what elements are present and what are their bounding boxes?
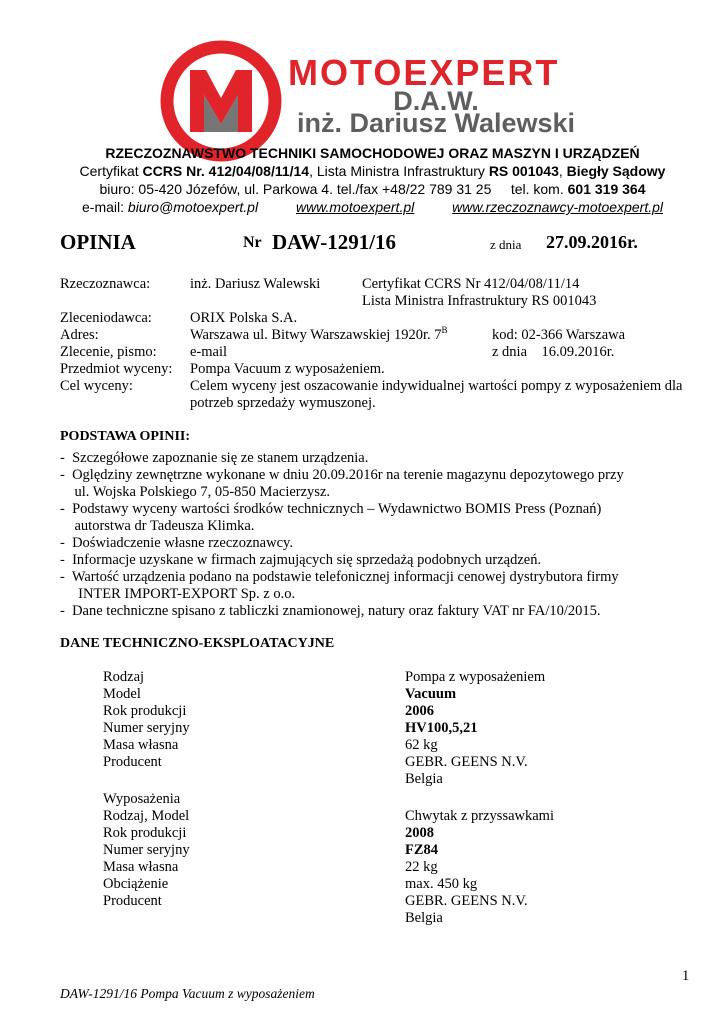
basis-item: - Informacje uzyskane w firmach zajmujących się sprzedażą podobnych urządzeń. bbox=[60, 552, 542, 568]
certificate-line-2: Lista Ministra Infrastruktury RS 001043 bbox=[362, 293, 597, 309]
spec-value: 62 kg bbox=[405, 737, 438, 753]
spec-value: Belgia bbox=[405, 910, 443, 926]
spec-label: Numer seryjny bbox=[103, 720, 190, 736]
basis-item: - Dane techniczne spisano z tabliczki znamionowej, natury oraz faktury VAT nr FA/10/2015. bbox=[60, 603, 601, 619]
spec-label: Model bbox=[103, 686, 141, 702]
document-date: 27.09.2016r. bbox=[546, 232, 638, 252]
document-title: OPINIA bbox=[60, 230, 136, 254]
order-date: z dnia 16.09.2016r. bbox=[492, 344, 615, 360]
brand-name: MOTOEXPERT bbox=[288, 52, 560, 93]
spec-value: HV100,5,21 bbox=[405, 720, 478, 736]
subject-value: Pompa Vacuum z wyposażeniem. bbox=[190, 361, 385, 377]
basis-item: - Wartość urządzenia podano na podstawie telefonicznej informacji cenowej dystrybutora firmy bbox=[60, 569, 619, 585]
brand-subtitle: D.A.W. bbox=[393, 86, 479, 116]
spec-label: Masa własna bbox=[103, 737, 179, 753]
email-link[interactable]: biuro@motoexpert.pl bbox=[127, 199, 259, 215]
basis-heading: PODSTAWA OPINII: bbox=[60, 429, 191, 444]
header-line-2: Certyfikat CCRS Nr. 412/04/08/11/14, Lista Ministra Infrastruktury RS 001043, Biegły Sądowy bbox=[79, 163, 666, 179]
spec-label: Numer seryjny bbox=[103, 842, 190, 858]
address-label: Adres: bbox=[60, 327, 99, 343]
spec-value: Chwytak z przyssawkami bbox=[405, 808, 554, 824]
header-line-4: e-mail: biuro@motoexpert.pl www.motoexpert.pl www.rzeczoznawcy-motoexpert.pl bbox=[82, 199, 663, 215]
certificate-line-1: Certyfikat CCRS Nr 412/04/08/11/14 bbox=[362, 276, 580, 292]
tech-data-heading: DANE TECHNICZNO-EKSPLOATACYJNE bbox=[60, 636, 335, 651]
client-name: ORIX Polska S.A. bbox=[190, 310, 298, 326]
spec-value: max. 450 kg bbox=[405, 876, 478, 892]
page-number: 1 bbox=[682, 968, 690, 984]
spec-label: Rok produkcji bbox=[103, 825, 187, 841]
basis-item: INTER IMPORT-EXPORT Sp. z o.o. bbox=[60, 586, 296, 602]
order-value: e-mail bbox=[190, 344, 228, 360]
basis-item: - Oględziny zewnętrzne wykonane w dniu 20.09.2016r na terenie magazynu depozytowego przy bbox=[60, 467, 624, 483]
spec-label: Producent bbox=[103, 754, 162, 770]
postal-code: kod: 02-366 Warszawa bbox=[492, 327, 626, 343]
expert-label: Rzeczoznawca: bbox=[60, 276, 151, 292]
brand-owner: inż. Dariusz Walewski bbox=[296, 108, 576, 138]
website-link-2[interactable]: www.rzeczoznawcy-motoexpert.pl bbox=[452, 199, 663, 215]
spec-value: Pompa z wyposażeniem bbox=[405, 669, 546, 685]
spec-value: Vacuum bbox=[405, 686, 457, 702]
date-label: z dnia bbox=[490, 237, 522, 252]
header-line-1: RZECZOZNAWSTWO TECHNIKI SAMOCHODOWEJ ORAZ MASZYN I URZĄDZEŃ bbox=[105, 145, 640, 161]
subject-label: Przedmiot wyceny: bbox=[60, 361, 173, 377]
purpose-label: Cel wyceny: bbox=[60, 378, 133, 394]
spec-label: Rodzaj bbox=[103, 669, 145, 685]
basis-item: ul. Wojska Polskiego 7, 05-850 Macierzysz. bbox=[60, 484, 330, 500]
address-value: Warszawa ul. Bitwy Warszawskiej 1920r. $7^B$ bbox=[190, 325, 448, 343]
basis-item: autorstwa dr Tadeusza Klimka. bbox=[60, 518, 255, 534]
document-number: DAW-1291/16 bbox=[272, 230, 397, 254]
spec-value: 2006 bbox=[405, 703, 434, 719]
purpose-line-2: potrzeb sprzedaży wymuszonej. bbox=[190, 395, 376, 411]
spec-label: Rok produkcji bbox=[103, 703, 187, 719]
spec-value: GEBR. GEENS N.V. bbox=[405, 754, 528, 770]
spec-label: Masa własna bbox=[103, 859, 179, 875]
footer-text: DAW-1291/16 Pompa Vacuum z wyposażeniem bbox=[60, 986, 315, 1001]
number-label: Nr bbox=[243, 234, 262, 251]
spec-value: FZ84 bbox=[405, 842, 439, 858]
website-link-1[interactable]: www.motoexpert.pl bbox=[295, 199, 415, 215]
order-label: Zlecenie, pismo: bbox=[60, 344, 157, 360]
basis-item: - Podstawy wyceny wartości środków technicznych – Wydawnictwo BOMIS Press (Poznań) bbox=[60, 501, 602, 517]
basis-item: - Szczegółowe zapoznanie się ze stanem urządzenia. bbox=[60, 450, 369, 466]
spec-value: 2008 bbox=[405, 825, 434, 841]
spec-value: Belgia bbox=[405, 771, 443, 787]
spec-value: GEBR. GEENS N.V. bbox=[405, 893, 528, 909]
spec-label: Producent bbox=[103, 893, 162, 909]
basis-item: - Doświadczenie własne rzeczoznawcy. bbox=[60, 535, 293, 551]
spec-value: 22 kg bbox=[405, 859, 438, 875]
spec-label: Obciążenie bbox=[103, 876, 169, 892]
equipment-heading: Wyposażenia bbox=[103, 791, 181, 807]
expert-name: inż. Dariusz Walewski bbox=[190, 276, 321, 292]
spec-label: Rodzaj, Model bbox=[103, 808, 190, 824]
header-line-3: biuro: 05-420 Józefów, ul. Parkowa 4. tel./fax +48/22 789 31 25 tel. kom. 601 319 364 bbox=[99, 181, 646, 197]
purpose-line-1: Celem wyceny jest oszacowanie indywidualnej wartości pompy z wyposażeniem dla bbox=[190, 378, 683, 394]
client-label: Zleceniodawca: bbox=[60, 310, 152, 326]
